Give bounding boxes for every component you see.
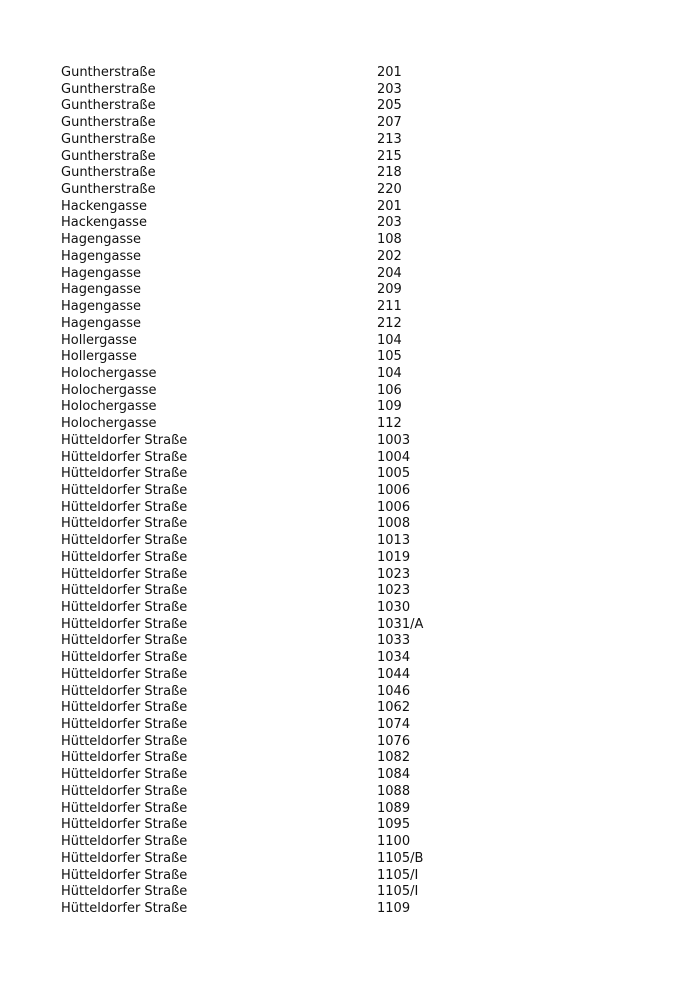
house-number-cell: 215	[377, 148, 402, 164]
table-row	[61, 416, 661, 433]
table-row	[61, 215, 661, 232]
house-number-cell: 1089	[377, 800, 411, 816]
address-table	[61, 65, 661, 918]
street-name-cell: Hagengasse	[61, 248, 141, 264]
house-number-cell: 1030	[377, 600, 411, 615]
table-row	[61, 182, 661, 199]
house-number-cell: 211	[377, 299, 402, 315]
street-name-cell: Hütteldorfer Straße	[61, 633, 188, 649]
table-row	[61, 349, 661, 366]
street-name-cell: Hütteldorfer Straße	[61, 600, 188, 615]
house-number-cell: 106	[377, 382, 402, 398]
house-number-cell: 1105/B	[377, 850, 424, 866]
street-name-cell: Hackengasse	[61, 198, 147, 214]
house-number-cell: 205	[377, 98, 402, 114]
house-number-cell: 220	[377, 182, 402, 198]
table-row	[61, 650, 661, 667]
house-number-cell: 1044	[377, 666, 411, 682]
street-name-cell: Hütteldorfer Straße	[61, 549, 188, 565]
house-number-cell: 1076	[377, 733, 411, 749]
house-number-cell: 201	[377, 198, 402, 214]
table-row	[61, 115, 661, 132]
street-name-cell: Hütteldorfer Straße	[61, 884, 188, 900]
street-name-cell: Guntherstraße	[61, 115, 156, 131]
house-number-cell: 1023	[377, 566, 411, 582]
house-number-cell: 1023	[377, 583, 411, 599]
house-number-cell: 1031/A	[377, 616, 424, 632]
house-number-cell: 1013	[377, 533, 411, 549]
street-name-cell: Guntherstraße	[61, 148, 156, 164]
street-name-cell: Hütteldorfer Straße	[61, 666, 188, 682]
street-name-cell: Hütteldorfer Straße	[61, 466, 188, 482]
street-name-cell: Guntherstraße	[61, 98, 156, 114]
table-row	[61, 466, 661, 483]
table-row	[61, 249, 661, 266]
street-name-cell: Hütteldorfer Straße	[61, 867, 188, 883]
table-row	[61, 299, 661, 316]
house-number-cell: 218	[377, 165, 402, 181]
street-name-cell: Hütteldorfer Straße	[61, 717, 188, 733]
house-number-cell: 203	[377, 215, 402, 231]
table-row	[61, 633, 661, 650]
table-row	[61, 82, 661, 99]
table-row	[61, 533, 661, 550]
street-name-cell: Holochergasse	[61, 382, 157, 398]
street-name-cell: Hütteldorfer Straße	[61, 834, 188, 850]
house-number-cell: 1082	[377, 750, 411, 766]
table-row	[61, 132, 661, 149]
table-row	[61, 399, 661, 416]
table-row	[61, 717, 661, 734]
street-name-cell: Guntherstraße	[61, 81, 156, 97]
table-row	[61, 550, 661, 567]
street-name-cell: Hütteldorfer Straße	[61, 900, 188, 916]
table-row	[61, 98, 661, 115]
house-number-cell: 1008	[377, 516, 411, 532]
table-row	[61, 734, 661, 751]
street-name-cell: Hagengasse	[61, 232, 141, 248]
house-number-cell: 201	[377, 65, 402, 80]
house-number-cell: 202	[377, 248, 402, 264]
street-name-cell: Hütteldorfer Straße	[61, 432, 188, 448]
table-row	[61, 65, 661, 82]
street-name-cell: Hütteldorfer Straße	[61, 583, 188, 599]
table-row	[61, 383, 661, 400]
house-number-cell: 1109	[377, 900, 411, 916]
table-row	[61, 817, 661, 834]
house-number-cell: 203	[377, 81, 402, 97]
table-row	[61, 366, 661, 383]
table-row	[61, 884, 661, 901]
table-row	[61, 901, 661, 918]
street-name-cell: Hütteldorfer Straße	[61, 783, 188, 799]
house-number-cell: 1005	[377, 466, 411, 482]
street-name-cell: Hagengasse	[61, 315, 141, 331]
street-name-cell: Holochergasse	[61, 399, 157, 415]
house-number-cell: 1019	[377, 549, 411, 565]
street-name-cell: Hütteldorfer Straße	[61, 650, 188, 666]
table-row	[61, 232, 661, 249]
table-row	[61, 450, 661, 467]
house-number-cell: 1095	[377, 817, 411, 833]
street-name-cell: Hütteldorfer Straße	[61, 850, 188, 866]
house-number-cell: 1046	[377, 683, 411, 699]
house-number-cell: 1084	[377, 767, 411, 783]
street-name-cell: Holochergasse	[61, 365, 157, 381]
table-row	[61, 784, 661, 801]
house-number-cell: 207	[377, 115, 402, 131]
house-number-cell: 1105/I	[377, 884, 419, 900]
table-row	[61, 834, 661, 851]
house-number-cell: 213	[377, 131, 402, 147]
street-name-cell: Guntherstraße	[61, 165, 156, 181]
street-name-cell: Hütteldorfer Straße	[61, 700, 188, 716]
house-number-cell: 104	[377, 332, 402, 348]
table-row	[61, 868, 661, 885]
street-name-cell: Hollergasse	[61, 349, 137, 365]
table-row	[61, 750, 661, 767]
street-name-cell: Hütteldorfer Straße	[61, 683, 188, 699]
street-name-cell: Hütteldorfer Straße	[61, 516, 188, 532]
street-name-cell: Hütteldorfer Straße	[61, 482, 188, 498]
house-number-cell: 1004	[377, 449, 411, 465]
table-row	[61, 266, 661, 283]
house-number-cell: 1074	[377, 717, 411, 733]
street-name-cell: Hackengasse	[61, 215, 147, 231]
street-name-cell: Hagengasse	[61, 282, 141, 298]
street-name-cell: Hütteldorfer Straße	[61, 616, 188, 632]
house-number-cell: 1105/I	[377, 867, 419, 883]
table-row	[61, 516, 661, 533]
street-name-cell: Hagengasse	[61, 265, 141, 281]
house-number-cell: 204	[377, 265, 402, 281]
street-name-cell: Guntherstraße	[61, 65, 156, 80]
table-row	[61, 583, 661, 600]
table-row	[61, 801, 661, 818]
house-number-cell: 1033	[377, 633, 411, 649]
house-number-cell: 209	[377, 282, 402, 298]
table-row	[61, 149, 661, 166]
table-row	[61, 567, 661, 584]
table-row	[61, 165, 661, 182]
table-row	[61, 667, 661, 684]
street-name-cell: Hütteldorfer Straße	[61, 499, 188, 515]
street-name-cell: Holochergasse	[61, 416, 157, 432]
house-number-cell: 105	[377, 349, 402, 365]
house-number-cell: 1006	[377, 499, 411, 515]
street-name-cell: Hollergasse	[61, 332, 137, 348]
table-row	[61, 333, 661, 350]
house-number-cell: 212	[377, 315, 402, 331]
street-name-cell: Hütteldorfer Straße	[61, 533, 188, 549]
street-name-cell: Hütteldorfer Straße	[61, 733, 188, 749]
table-row	[61, 199, 661, 216]
house-number-cell: 1006	[377, 482, 411, 498]
table-row	[61, 700, 661, 717]
table-row	[61, 600, 661, 617]
house-number-cell: 1100	[377, 834, 411, 850]
street-name-cell: Hagengasse	[61, 299, 141, 315]
house-number-cell: 112	[377, 416, 402, 432]
table-row	[61, 684, 661, 701]
house-number-cell: 1062	[377, 700, 411, 716]
street-name-cell: Hütteldorfer Straße	[61, 566, 188, 582]
street-name-cell: Hütteldorfer Straße	[61, 750, 188, 766]
house-number-cell: 1003	[377, 432, 411, 448]
street-name-cell: Hütteldorfer Straße	[61, 767, 188, 783]
house-number-cell: 104	[377, 365, 402, 381]
table-row	[61, 433, 661, 450]
street-name-cell: Hütteldorfer Straße	[61, 449, 188, 465]
table-row	[61, 767, 661, 784]
house-number-cell: 1088	[377, 783, 411, 799]
house-number-cell: 1034	[377, 650, 411, 666]
street-name-cell: Hütteldorfer Straße	[61, 800, 188, 816]
house-number-cell: 108	[377, 232, 402, 248]
street-name-cell: Hütteldorfer Straße	[61, 817, 188, 833]
table-row	[61, 500, 661, 517]
street-name-cell: Guntherstraße	[61, 131, 156, 147]
table-row	[61, 851, 661, 868]
table-row	[61, 483, 661, 500]
street-name-cell: Guntherstraße	[61, 182, 156, 198]
house-number-cell: 109	[377, 399, 402, 415]
table-row	[61, 282, 661, 299]
table-row	[61, 316, 661, 333]
table-row	[61, 617, 661, 634]
